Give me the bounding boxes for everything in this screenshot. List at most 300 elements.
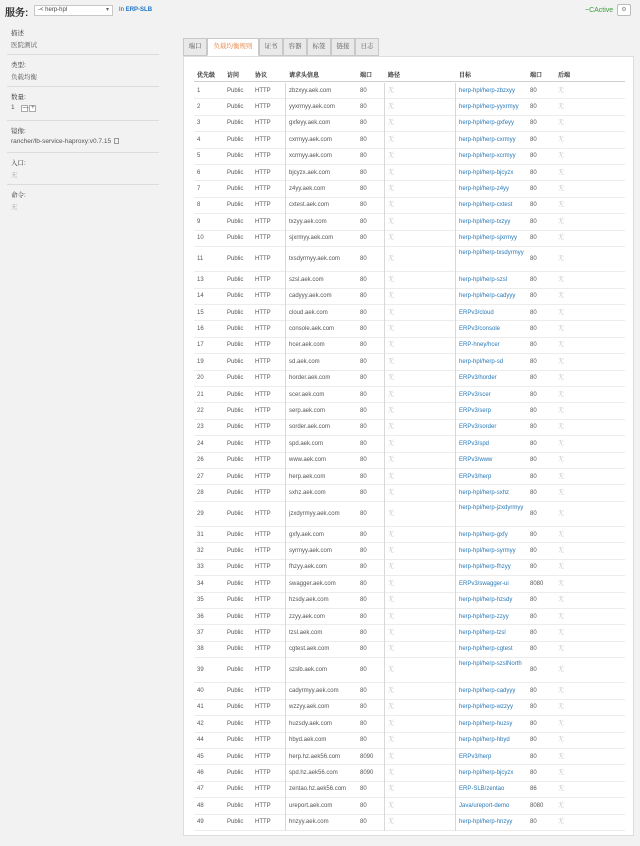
priority-cell: 11: [197, 256, 204, 263]
path-cell: 无: [388, 391, 395, 398]
service-select[interactable]: [34, 5, 113, 16]
protocol-cell: HTTP: [255, 630, 271, 637]
service-info-panel: [0, 22, 176, 846]
target-link[interactable]: herp-hpl/herp-hnzyy: [459, 819, 513, 826]
access-cell: Public: [227, 531, 244, 538]
target-port-cell: 80: [530, 548, 537, 555]
host-cell: sd.aek.com: [289, 358, 320, 365]
protocol-cell: HTTP: [255, 531, 271, 538]
table-row: [194, 387, 625, 403]
image-row: [11, 138, 159, 145]
priority-cell: 27: [197, 473, 204, 480]
target-link[interactable]: herp-hpl/herp-hbyd: [459, 737, 510, 744]
target-port-cell: 80: [530, 630, 537, 637]
priority-cell: 46: [197, 770, 204, 777]
image-label: 镜像:: [11, 128, 26, 135]
table-row: [194, 593, 625, 609]
chevron-down-icon: ▾: [105, 7, 109, 13]
priority-cell: 2: [197, 104, 201, 111]
source-port-cell: 80: [360, 510, 367, 517]
target-port-cell: 8080: [530, 580, 544, 587]
table-row: [194, 321, 625, 337]
decrement-button[interactable]: —: [22, 105, 29, 111]
access-cell: Public: [227, 630, 244, 637]
table-row: [194, 338, 625, 354]
table-row: [194, 247, 625, 272]
target-link[interactable]: herp-hpl/herp-sxhz: [459, 490, 510, 497]
target-port-cell: 80: [530, 646, 537, 653]
access-cell: Public: [227, 510, 244, 517]
protocol-cell: HTTP: [255, 153, 271, 160]
image-value: rancher/lb-service-haproxy:v0.7.15: [11, 138, 112, 145]
priority-cell: 1: [197, 87, 201, 94]
entry-label: 入口:: [11, 160, 26, 167]
protocol-cell: HTTP: [255, 786, 271, 793]
access-cell: Public: [227, 597, 244, 604]
priority-cell: 39: [197, 667, 204, 674]
table-row: [194, 116, 625, 132]
priority-cell: 29: [197, 510, 204, 517]
col-priority: 优先级: [197, 73, 216, 79]
table-row: [194, 683, 625, 699]
target-link[interactable]: ERPv3/serp: [459, 408, 492, 415]
priority-cell: 10: [197, 235, 204, 242]
source-port-cell: 80: [360, 490, 367, 497]
protocol-cell: HTTP: [255, 597, 271, 604]
target-link[interactable]: herp-hpl/herp-wzzyy: [459, 704, 514, 711]
table-row: [194, 214, 625, 230]
tab-links[interactable]: 链接: [331, 38, 355, 56]
protocol-cell: HTTP: [255, 667, 271, 674]
priority-cell: 22: [197, 408, 204, 415]
command-block: [11, 190, 159, 211]
backend-cell: 无: [558, 153, 565, 160]
access-cell: Public: [227, 548, 244, 555]
backend-cell: 无: [558, 391, 565, 398]
copy-icon[interactable]: [114, 138, 119, 144]
target-port-cell: 80: [530, 704, 537, 711]
target-link[interactable]: ERPv3/sorder: [459, 424, 497, 431]
host-cell: szsl.aek.com: [289, 276, 324, 283]
path-cell: 无: [388, 358, 395, 365]
service-select-value: -< herp-hpl: [38, 7, 68, 13]
settings-icon: ⚙: [621, 7, 627, 13]
source-port-cell: 80: [360, 276, 367, 283]
target-link[interactable]: ERPv3/horder: [459, 375, 497, 382]
access-cell: Public: [227, 104, 244, 111]
target-link[interactable]: herp-hpl/herp-bjcyzx: [459, 169, 514, 176]
host-cell: cxrmyy.aek.com: [289, 136, 332, 143]
source-port-cell: 80: [360, 136, 367, 143]
target-link[interactable]: ERPv3/console: [459, 326, 501, 333]
col-target: 目标: [459, 73, 472, 79]
target-link[interactable]: herp-hpl/herp-syrmyy: [459, 548, 516, 555]
priority-cell: 7: [197, 186, 201, 193]
source-port-cell: 80: [360, 580, 367, 587]
target-link[interactable]: herp-hpl/herp-cgtest: [459, 646, 513, 653]
protocol-cell: HTTP: [255, 548, 271, 555]
divider: [7, 184, 159, 185]
priority-cell: 42: [197, 720, 204, 727]
path-cell: 无: [388, 104, 395, 111]
protocol-cell: HTTP: [255, 186, 271, 193]
target-link[interactable]: herp-hpl/herp-yyxrmyy: [459, 104, 519, 111]
target-link[interactable]: herp-hpl/herp-zbzxyy: [459, 87, 516, 94]
table-row: [194, 132, 625, 148]
priority-cell: 21: [197, 391, 204, 398]
backend-cell: 无: [558, 186, 565, 193]
target-link[interactable]: herp-hpl/herp-xcrmyy: [459, 153, 516, 160]
target-link[interactable]: herp-hpl/herp-cadyyy: [459, 293, 516, 300]
col-request-host: 请求头信息: [289, 73, 320, 79]
host-cell: txzyy.aek.com: [289, 218, 327, 225]
target-port-cell: 80: [530, 120, 537, 127]
target-link[interactable]: ERPv3/swagger-ui: [459, 580, 509, 587]
target-port-cell: 80: [530, 720, 537, 727]
source-port-cell: 80: [360, 120, 367, 127]
access-cell: Public: [227, 667, 244, 674]
backend-cell: 无: [558, 276, 565, 283]
target-link[interactable]: herp-hpl/herp-z4yy: [459, 186, 510, 193]
source-port-cell: 80: [360, 256, 367, 263]
priority-cell: 28: [197, 490, 204, 497]
host-cell: ureport.aek.com: [289, 802, 333, 809]
table-row: [194, 99, 625, 115]
priority-cell: 33: [197, 564, 204, 571]
source-port-cell: 80: [360, 87, 367, 94]
host-cell: spd.aek.com: [289, 440, 324, 447]
host-cell: txsdyrmyy.aek.com: [289, 256, 340, 263]
source-port-cell: 80: [360, 342, 367, 349]
table-row: [194, 231, 625, 247]
source-port-cell: 80: [360, 548, 367, 555]
access-cell: Public: [227, 580, 244, 587]
target-port-cell: 80: [530, 342, 537, 349]
protocol-cell: HTTP: [255, 688, 271, 695]
path-cell: 无: [388, 408, 395, 415]
backend-cell: 无: [558, 786, 565, 793]
table-row: [194, 543, 625, 559]
host-cell: herp.aek.com: [289, 473, 326, 480]
backend-cell: 无: [558, 202, 565, 209]
table-row: [194, 815, 625, 831]
access-cell: Public: [227, 358, 244, 365]
stack-breadcrumb: [119, 7, 152, 13]
target-port-cell: 80: [530, 597, 537, 604]
protocol-cell: HTTP: [255, 104, 271, 111]
target-link[interactable]: ERPv3/scer: [459, 391, 491, 398]
target-link[interactable]: herp-hpl/herp-txzyy: [459, 218, 511, 225]
target-port-cell: 80: [530, 169, 537, 176]
source-port-cell: 80: [360, 408, 367, 415]
divider: [7, 152, 159, 153]
target-link[interactable]: ERPv3/cloud: [459, 309, 494, 316]
priority-cell: 32: [197, 548, 204, 555]
backend-cell: 无: [558, 646, 565, 653]
protocol-cell: HTTP: [255, 737, 271, 744]
priority-cell: 14: [197, 293, 204, 300]
target-link[interactable]: herp-hpl/herp-szsl: [459, 276, 508, 283]
source-port-cell: 80: [360, 293, 367, 300]
access-cell: Public: [227, 276, 244, 283]
table-row: [194, 83, 625, 99]
target-port-cell: 80: [530, 104, 537, 111]
source-port-cell: 80: [360, 218, 367, 225]
host-cell: z4yy.aek.com: [289, 186, 326, 193]
protocol-cell: HTTP: [255, 358, 271, 365]
table-row: [194, 798, 625, 814]
in-prefix: In: [119, 7, 125, 13]
description-block: [11, 28, 159, 49]
tab-containers[interactable]: 容器: [283, 38, 307, 56]
protocol-cell: HTTP: [255, 120, 271, 127]
target-link[interactable]: herp-hpl/herp-huzsy: [459, 720, 513, 727]
image-block: [11, 126, 159, 145]
target-port-cell: 80: [530, 490, 537, 497]
backend-cell: 无: [558, 235, 565, 242]
type-value: 负载均衡: [11, 74, 37, 81]
table-row: [194, 289, 625, 305]
tab-labels[interactable]: 标签: [307, 38, 331, 56]
target-port-cell: 80: [530, 153, 537, 160]
backend-cell: 无: [558, 104, 565, 111]
host-cell: gxfy.aek.com: [289, 531, 324, 538]
table-row: [194, 733, 625, 749]
source-port-cell: 80: [360, 564, 367, 571]
protocol-cell: HTTP: [255, 169, 271, 176]
source-port-cell: 8090: [360, 770, 374, 777]
priority-cell: 34: [197, 580, 204, 587]
tab-lb-rules[interactable]: 负载均衡规则: [207, 38, 259, 56]
path-cell: 无: [388, 704, 395, 711]
protocol-cell: HTTP: [255, 802, 271, 809]
protocol-cell: HTTP: [255, 235, 271, 242]
protocol-cell: HTTP: [255, 202, 271, 209]
target-link[interactable]: ERP-hney/hcer: [459, 342, 500, 349]
table-row: [194, 642, 625, 658]
host-cell: syrmyy.aek.com: [289, 548, 332, 555]
target-link[interactable]: herp-hpl/herp-szslNorth: [459, 661, 522, 668]
target-link[interactable]: herp-hpl/herp-gxfeyy: [459, 120, 515, 127]
backend-cell: 无: [558, 613, 565, 620]
target-link[interactable]: Java/ureport-demo: [459, 802, 510, 809]
path-cell: 无: [388, 256, 395, 263]
path-cell: 无: [388, 667, 395, 674]
table-row: [194, 198, 625, 214]
increment-button[interactable]: +: [31, 105, 35, 111]
target-link[interactable]: ERPv3/spd: [459, 440, 490, 447]
host-cell: hbyd.aek.com: [289, 737, 327, 744]
target-link[interactable]: herp-hpl/herp-gxfy: [459, 531, 508, 538]
access-cell: Public: [227, 819, 244, 826]
protocol-cell: HTTP: [255, 87, 271, 94]
target-port-cell: 80: [530, 737, 537, 744]
access-cell: Public: [227, 408, 244, 415]
target-link[interactable]: ERPv3/herp: [459, 473, 492, 480]
host-cell: horder.aek.com: [289, 375, 331, 382]
table-row: [194, 700, 625, 716]
backend-cell: 无: [558, 667, 565, 674]
divider: [7, 54, 159, 55]
table-row: [194, 502, 625, 527]
access-cell: Public: [227, 235, 244, 242]
backend-cell: 无: [558, 531, 565, 538]
host-cell: swagger.aek.com: [289, 580, 336, 587]
target-link[interactable]: herp-hpl/herp-fhzyy: [459, 564, 511, 571]
target-port-cell: 80: [530, 276, 537, 283]
quantity-block: [11, 92, 159, 112]
path-cell: 无: [388, 326, 395, 333]
target-link[interactable]: ERPv3/www: [459, 457, 493, 464]
host-cell: sxhz.aek.com: [289, 490, 326, 497]
path-cell: 无: [388, 136, 395, 143]
host-cell: spd.hz.aek56.com: [289, 770, 338, 777]
target-port-cell: 80: [530, 440, 537, 447]
tab-certificates[interactable]: 证书: [259, 38, 283, 56]
host-cell: fhzyy.aek.com: [289, 564, 327, 571]
access-cell: Public: [227, 87, 244, 94]
settings-button[interactable]: [617, 4, 631, 16]
col-protocol: 协议: [255, 73, 268, 79]
target-link[interactable]: ERPv3/herp: [459, 753, 492, 760]
tab-logs[interactable]: 日志: [355, 38, 379, 56]
tab-ports[interactable]: 端口: [183, 38, 207, 56]
backend-cell: 无: [558, 457, 565, 464]
path-cell: 无: [388, 720, 395, 727]
backend-cell: 无: [558, 375, 565, 382]
path-cell: 无: [388, 770, 395, 777]
access-cell: Public: [227, 202, 244, 209]
access-cell: Public: [227, 375, 244, 382]
target-link[interactable]: herp-hpl/herp-cxrmyy: [459, 136, 516, 143]
backend-cell: 无: [558, 704, 565, 711]
protocol-cell: HTTP: [255, 391, 271, 398]
target-port-cell: 80: [530, 770, 537, 777]
path-cell: 无: [388, 802, 395, 809]
path-cell: 无: [388, 613, 395, 620]
target-port-cell: 80: [530, 424, 537, 431]
target-port-cell: 8080: [530, 802, 544, 809]
backend-cell: 无: [558, 580, 565, 587]
target-link[interactable]: herp-hpl/herp-bjcyzx: [459, 770, 514, 777]
priority-cell: 16: [197, 326, 204, 333]
backend-cell: 无: [558, 473, 565, 480]
host-cell: scer.aek.com: [289, 391, 325, 398]
host-cell: cloud.aek.com: [289, 309, 328, 316]
access-cell: Public: [227, 646, 244, 653]
target-link[interactable]: herp-hpl/herp-zzyy: [459, 613, 509, 620]
column-divider: [455, 83, 456, 831]
target-link[interactable]: herp-hpl/herp-sd: [459, 358, 504, 365]
host-cell: hcer.aek.com: [289, 342, 325, 349]
target-port-cell: 80: [530, 186, 537, 193]
target-link[interactable]: herp-hpl/herp-jzxdyrmyy: [459, 504, 524, 511]
path-cell: 无: [388, 342, 395, 349]
backend-cell: 无: [558, 358, 565, 365]
path-cell: 无: [388, 235, 395, 242]
target-port-cell: 80: [530, 753, 537, 760]
backend-cell: 无: [558, 342, 565, 349]
access-cell: Public: [227, 309, 244, 316]
col-backend: 后端: [558, 73, 571, 79]
host-cell: bjcyzx.aek.com: [289, 169, 331, 176]
access-cell: Public: [227, 753, 244, 760]
protocol-cell: HTTP: [255, 753, 271, 760]
host-cell: sorder.aek.com: [289, 424, 331, 431]
access-cell: Public: [227, 770, 244, 777]
table-row: [194, 149, 625, 165]
host-cell: cgtest.aek.com: [289, 646, 330, 653]
protocol-cell: HTTP: [255, 326, 271, 333]
source-port-cell: 80: [360, 688, 367, 695]
target-link[interactable]: herp-hpl/herp-hzsdy: [459, 597, 513, 604]
backend-cell: 无: [558, 564, 565, 571]
table-row: [194, 403, 625, 419]
path-cell: 无: [388, 473, 395, 480]
column-divider: [384, 83, 385, 831]
host-cell: zentao.hz.aek56.com: [289, 786, 347, 793]
target-port-cell: 80: [530, 819, 537, 826]
backend-cell: 无: [558, 326, 565, 333]
host-cell: hzsdy.aek.com: [289, 597, 329, 604]
top-bar: [0, 0, 640, 22]
backend-cell: 无: [558, 630, 565, 637]
target-port-cell: 80: [530, 235, 537, 242]
source-port-cell: 80: [360, 646, 367, 653]
host-cell: yyxrmyy.aek.com: [289, 104, 335, 111]
table-row: [194, 485, 625, 501]
priority-cell: 48: [197, 802, 204, 809]
priority-cell: 6: [197, 169, 201, 176]
target-link[interactable]: herp-hpl/herp-sjxrmyy: [459, 235, 518, 242]
table-row: [194, 765, 625, 781]
source-port-cell: 80: [360, 819, 367, 826]
priority-cell: 15: [197, 309, 204, 316]
type-label: 类型:: [11, 62, 26, 69]
backend-cell: 无: [558, 424, 565, 431]
source-port-cell: 80: [360, 630, 367, 637]
priority-cell: 5: [197, 153, 201, 160]
target-port-cell: 80: [530, 688, 537, 695]
access-cell: Public: [227, 440, 244, 447]
target-link[interactable]: herp-hpl/herp-cxtest: [459, 202, 513, 209]
protocol-cell: HTTP: [255, 293, 271, 300]
table-row: [194, 181, 625, 197]
quantity-value: 1: [11, 104, 15, 111]
table-row: [194, 716, 625, 732]
source-port-cell: 80: [360, 473, 367, 480]
protocol-cell: HTTP: [255, 770, 271, 777]
target-link[interactable]: herp-hpl/herp-cadyyy: [459, 688, 516, 695]
backend-cell: 无: [558, 120, 565, 127]
stack-link[interactable]: ERP-SLB: [125, 7, 153, 13]
target-link[interactable]: herp-hpl/herp-tzsl: [459, 630, 506, 637]
host-cell: herp.hz.aek56.com: [289, 753, 341, 760]
entry-value: 无: [11, 172, 18, 179]
target-link[interactable]: ERP-SLB/zentao: [459, 786, 505, 793]
path-cell: 无: [388, 440, 395, 447]
access-cell: Public: [227, 256, 244, 263]
table-row: [194, 658, 625, 683]
path-cell: 无: [388, 276, 395, 283]
command-value: 无: [11, 204, 18, 211]
host-cell: hnzyy.aek.com: [289, 819, 329, 826]
source-port-cell: 80: [360, 186, 367, 193]
path-cell: 无: [388, 753, 395, 760]
priority-cell: 45: [197, 753, 204, 760]
protocol-cell: HTTP: [255, 342, 271, 349]
target-link[interactable]: herp-hpl/herp-txsdyrmyy: [459, 250, 524, 256]
